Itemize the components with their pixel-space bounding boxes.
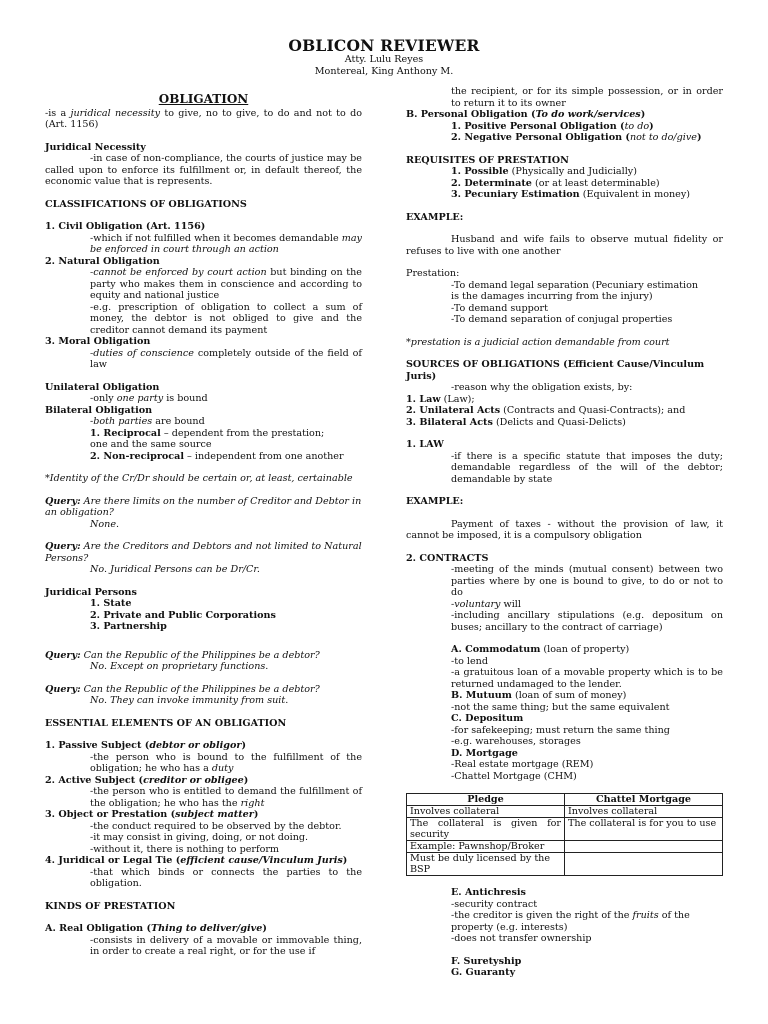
passive-subject: 1. Passive Subject (debtor or obligor) [45, 740, 246, 751]
prestation-label: Prestation: [406, 268, 460, 279]
table-cell: The collateral is for you to use [565, 818, 723, 841]
mortgage: D. Mortgage [451, 747, 518, 759]
antichresis: E. Antichresis [451, 887, 526, 898]
active-subject: 2. Active Subject (creditor or obligee) [45, 774, 249, 786]
mutuum-text-1: -not the same thing; but the same equivalent [451, 701, 670, 713]
object-text-1: -the conduct required to be observed by the debtor. [90, 820, 342, 832]
natural-obligation-example: -e.g. prescription of obligation to collect a sum of money, the debtor is not obliged to give and the creditor cannot demand its payment [90, 301, 362, 336]
real-obligation-continued: the recipient, or for its simple possession, or in order to return it to its owner [451, 86, 723, 109]
depositum-text-2: -e.g. warehouses, storages [451, 736, 581, 747]
obligation-heading: OBLIGATION [158, 92, 249, 106]
obligation-definition: -is a juridical necessity to give, no to give, to do and not to do (Art. 1156) [45, 107, 362, 130]
example-heading-1: EXAMPLE: [406, 211, 464, 223]
contracts-text-1: -meeting of the minds (mutual consent) between two parties where by one is bound to give, to do or not to do [451, 564, 723, 598]
real-obligation: A. Real Obligation (Thing to deliver/give) [45, 923, 267, 934]
active-subject-text: -the person who is entitled to demand the fulfillment of the obligation; he who has the right [90, 786, 362, 809]
bilateral-text: -both parties are bound [90, 416, 205, 427]
unilateral-text: -only one party is bound [90, 393, 208, 404]
juridical-persons-heading: Juridical Persons [45, 586, 137, 598]
table-header: Pledge [407, 794, 565, 806]
answer-4: No. They can invoke immunity from suit. [90, 695, 289, 706]
guaranty: G. Guaranty [451, 967, 516, 978]
object-text-3: -without it, there is nothing to perform [90, 843, 280, 855]
answer-3: No. Except on proprietary functions. [90, 661, 269, 672]
depositum-text-1: -for safekeeping; must return the same thing [451, 724, 670, 736]
table-cell: Example: Pawnshop/Broker [407, 841, 565, 853]
reciprocal: 1. Reciprocal – dependent from the prestation; [90, 427, 325, 439]
suretyship: F. Suretyship [451, 955, 522, 967]
table-cell [565, 841, 723, 853]
document-title: OBLICON REVIEWER [288, 36, 480, 55]
essential-elements-heading: ESSENTIAL ELEMENTS OF AN OBLIGATION [45, 717, 287, 729]
prestation-note: *prestation is a judicial action demandable from court [406, 336, 670, 348]
prestation-item-1b: is the damages incurring from the injury) [451, 291, 653, 302]
right-column [406, 86, 723, 979]
antichresis-text-2: -the creditor is given the right of the fruits of the property (e.g. interests) [451, 910, 690, 933]
answer-2: No. Juridical Persons can be Dr/Cr. [90, 564, 260, 575]
civil-obligation-text: -which if not fulfilled when it becomes demandable may be enforced in court through an action [90, 232, 362, 255]
negative-personal-obligation: 2. Negative Personal Obligation (not to do/give) [451, 132, 702, 143]
table-header: Chattel Mortgage [565, 794, 723, 806]
table-row [407, 806, 723, 818]
source-unilateral: 2. Unilateral Acts (Contracts and Quasi-Contracts); and [406, 405, 686, 416]
natural-obligation-text: -cannot be enforced by court action but binding on the party who makes them in conscience and according to equity and national justice [90, 267, 362, 301]
requisite-possible: 1. Possible (Physically and Judicially) [451, 166, 637, 177]
commodatum: A. Commodatum (loan of property) [451, 644, 630, 655]
table-row [407, 841, 723, 853]
contracts-text-2: -voluntary will [451, 598, 521, 610]
juridical-tie-text: -that which binds or connects the parties to the obligation. [90, 866, 362, 889]
juridical-necessity-heading: Juridical Necessity [45, 141, 146, 153]
author-student: Montereal, King Anthony M. [314, 65, 454, 77]
personal-obligation: B. Personal Obligation (To do work/services) [406, 109, 646, 120]
bilateral-obligation: Bilateral Obligation [45, 404, 153, 416]
juridical-tie: 4. Juridical or Legal Tie (efficient cause/Vinculum Juris) [45, 855, 348, 866]
commodatum-text-2: -a gratuitous loan of a movable property which is to be returned undamaged to the lender. [451, 667, 723, 690]
antichresis-text-1: -security contract [451, 898, 538, 910]
real-obligation-text: -consists in delivery of a movable or immovable thing, in order to create a real right, or for the use if [90, 934, 362, 957]
example-heading-2: EXAMPLE: [406, 496, 464, 507]
query-3: Query: Can the Republic of the Philippines be a debtor? [45, 649, 320, 661]
query-2: Query: Are the Creditors and Debtors and not limited to Natural Persons? [45, 541, 362, 564]
positive-personal-obligation: 1. Positive Personal Obligation (to do) [451, 120, 654, 132]
juridical-necessity-text: -in case of non-compliance, the courts of justice may be called upon to enforce its fulfillment or, in default thereof, the economic value that is represents. [45, 153, 362, 187]
source-bilateral: 3. Bilateral Acts (Delicts and Quasi-Delicts) [406, 416, 626, 428]
table-cell [565, 853, 723, 876]
table-cell: Must be duly licensed by the BSP [407, 853, 565, 876]
query-1: Query: Are there limits on the number of Creditor and Debtor in an obligation? [45, 495, 362, 518]
pledge-vs-chattel-table [406, 793, 723, 876]
mortgage-text-2: -Chattel Mortgage (CHM) [451, 770, 577, 782]
reciprocal-source: one and the same source [90, 439, 212, 450]
law-heading: 1. LAW [406, 439, 444, 450]
source-law: 1. Law (Law); [406, 393, 475, 405]
object-text-2: -it may consist in giving, doing, or not doing. [90, 832, 309, 843]
author-attorney: Atty. Lulu Reyes [344, 53, 424, 65]
example-2-text: Payment of taxes - without the provision of law, it cannot be imposed, it is a compulsory obligation [406, 518, 723, 541]
non-reciprocal: 2. Non-reciprocal – independent from one another [90, 450, 344, 462]
document-header [0, 36, 768, 78]
kinds-of-prestation-heading: KINDS OF PRESTATION [45, 900, 176, 912]
query-4: Query: Can the Republic of the Philippines be a debtor? [45, 683, 320, 695]
natural-obligation: 2. Natural Obligation [45, 255, 160, 267]
identity-note: *Identity of the Cr/Dr should be certain or, at least, certainable [45, 473, 353, 484]
moral-obligation-text: -duties of conscience completely outside of the field of law [90, 347, 362, 370]
table-row [407, 853, 723, 876]
table-cell: Involves collateral [565, 806, 723, 818]
answer-1: None. [90, 518, 120, 530]
prestation-item-3: -To demand separation of conjugal properties [451, 314, 673, 325]
contracts-heading: 2. CONTRACTS [406, 552, 489, 564]
object-prestation: 3. Object or Prestation (subject matter) [45, 809, 259, 820]
juridical-person-partnership: 3. Partnership [90, 621, 167, 632]
prestation-item-1: -To demand legal separation (Pecuniary estimation [451, 279, 699, 291]
mutuum: B. Mutuum (loan of sum of money) [451, 690, 627, 701]
juridical-person-state: 1. State [90, 598, 132, 609]
prestation-item-2: -To demand support [451, 302, 548, 314]
civil-obligation: 1. Civil Obligation (Art. 1156) [45, 221, 206, 232]
contracts-text-3: -including ancillary stipulations (e.g. depositum on buses; ancillary to the contract of carriage) [451, 610, 723, 633]
requisites-heading: REQUISITES OF PRESTATION [406, 154, 569, 166]
example-1-text: Husband and wife fails to observe mutual fidelity or refuses to live with one another [406, 234, 723, 257]
passive-subject-text: -the person who is bound to the fulfillment of the obligation; he who has a duty [90, 751, 362, 774]
commodatum-text-1: -to lend [451, 655, 488, 667]
table-row [407, 818, 723, 841]
antichresis-text-3: -does not transfer ownership [451, 933, 592, 944]
requisite-pecuniary: 3. Pecuniary Estimation (Equivalent in money) [451, 189, 690, 200]
table-cell: The collateral is given for security [407, 818, 565, 841]
mortgage-text-1: -Real estate mortgage (REM) [451, 759, 594, 770]
unilateral-obligation: Unilateral Obligation [45, 381, 160, 393]
sources-heading: SOURCES OF OBLIGATIONS (Efficient Cause/Vinculum Juris) [406, 359, 705, 382]
moral-obligation: 3. Moral Obligation [45, 336, 151, 347]
depositum: C. Depositum [451, 713, 524, 724]
table-cell: Involves collateral [407, 806, 565, 818]
left-column [45, 92, 362, 958]
classifications-heading: CLASSIFICATIONS OF OBLIGATIONS [45, 198, 247, 210]
juridical-person-corporations: 2. Private and Public Corporations [90, 609, 276, 621]
law-text: -if there is a specific statute that imposes the duty; demandable regardless of the will of the debtor; demandable by state [451, 450, 723, 485]
requisite-determinate: 2. Determinate (or at least determinable) [451, 177, 660, 189]
sources-text: -reason why the obligation exists, by: [451, 382, 633, 393]
